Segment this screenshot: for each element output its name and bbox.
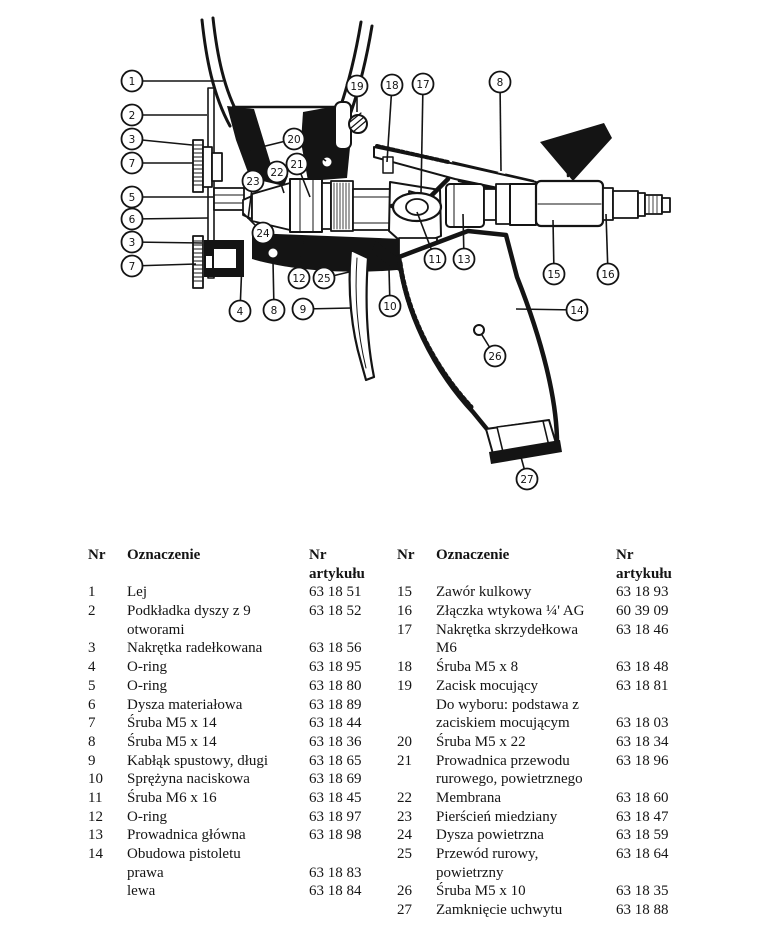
part-name: Prowadnica główna — [127, 827, 246, 844]
article-number: 63 18 83 — [309, 864, 362, 881]
article-number: 63 18 46 — [616, 621, 669, 638]
article-number: 63 18 34 — [616, 733, 669, 750]
table-row — [88, 658, 388, 677]
article-number: 63 18 96 — [616, 752, 669, 769]
table-row — [88, 677, 388, 696]
part-name: Pierścień miedziany — [436, 808, 558, 825]
callout-number: 8 — [496, 76, 504, 89]
table-row — [88, 602, 388, 621]
part-name: Zacisk mocujący — [436, 677, 539, 694]
part-name: Membrana — [436, 789, 501, 806]
part-name: Przewód rurowy, — [436, 846, 539, 862]
table-row — [397, 808, 697, 827]
part-number: 12 — [88, 808, 103, 825]
callout-number: 13 — [457, 253, 471, 266]
leader-line — [500, 82, 501, 171]
part-number: 14 — [88, 846, 103, 862]
header-art-2: artykułu — [309, 565, 365, 582]
part-name: Śruba M5 x 22 — [436, 733, 526, 750]
table-header — [88, 565, 388, 584]
callout-3 — [122, 232, 203, 253]
part-number: 3 — [88, 640, 96, 657]
table-row — [397, 882, 697, 901]
article-number: 63 18 60 — [616, 789, 669, 806]
part-name: Obudowa pistoletu — [127, 846, 241, 862]
header-art: Nr — [616, 547, 634, 563]
callout-number: 12 — [292, 272, 306, 285]
callout-6 — [122, 209, 209, 230]
header-name: Oznaczenie — [436, 547, 510, 563]
table-row — [397, 658, 697, 677]
part-number: 17 — [397, 621, 412, 638]
part-name: Nakrętka skrzydełkowa — [436, 621, 579, 638]
callout-number: 17 — [416, 78, 430, 91]
header-nr: Nr — [88, 547, 106, 563]
part-number: 23 — [397, 808, 412, 825]
article-number: 63 18 44 — [309, 715, 362, 732]
screw-hole — [269, 249, 278, 258]
table-row — [88, 789, 388, 808]
part-name: prawa — [127, 864, 164, 881]
table-row — [397, 583, 697, 602]
table-row — [88, 826, 388, 845]
needle-shaft — [214, 188, 244, 210]
leader-line — [421, 84, 423, 194]
part-name: Zamknięcie uchwytu — [436, 902, 563, 919]
leader-line — [132, 218, 208, 219]
part-number: 19 — [397, 677, 412, 694]
table-row — [88, 864, 388, 883]
article-number: 63 18 48 — [616, 659, 669, 676]
callout-7 — [122, 256, 197, 277]
part-number: 20 — [397, 733, 412, 750]
callout-number: 10 — [383, 300, 397, 313]
article-number: 63 18 81 — [616, 677, 669, 694]
table-row — [397, 714, 697, 733]
article-number: 63 18 56 — [309, 640, 362, 657]
article-number: 63 18 03 — [616, 715, 669, 732]
table-header — [397, 546, 697, 565]
part-name: Śruba M5 x 14 — [127, 715, 217, 732]
article-number: 63 18 64 — [616, 846, 669, 862]
part-name: Podkładka dyszy z 9 — [127, 603, 251, 620]
table-row — [397, 789, 697, 808]
part-name: Dysza powietrzna — [436, 827, 544, 844]
callout-number: 15 — [547, 268, 561, 281]
callout-number: 14 — [570, 304, 584, 317]
part-number: 15 — [397, 584, 412, 601]
part-number: 1 — [88, 584, 96, 601]
article-number: 63 18 93 — [616, 584, 669, 601]
part-number: 24 — [397, 827, 412, 844]
table-row — [397, 901, 697, 920]
part-number: 5 — [88, 677, 96, 694]
article-number: 63 18 84 — [309, 883, 362, 900]
article-number: 63 18 69 — [309, 771, 362, 788]
part-number: 26 — [397, 883, 412, 900]
mounting-clamp — [335, 102, 367, 149]
knurled-nut-upper — [193, 140, 222, 192]
part-name: Do wyboru: podstawa z — [436, 696, 579, 713]
callout-number: 26 — [488, 350, 502, 363]
callout-number: 11 — [428, 253, 442, 266]
screw-hole — [232, 148, 240, 156]
part-number: 13 — [88, 827, 103, 844]
article-number: 63 18 45 — [309, 789, 362, 806]
part-name: zaciskiem mocującym — [436, 715, 570, 732]
part-name: Prowadnica przewodu — [436, 752, 570, 769]
callout-2 — [122, 105, 208, 126]
table-row — [88, 770, 388, 789]
part-name: Kabłąk spustowy, długi — [127, 752, 269, 769]
parts-table-right — [397, 546, 697, 920]
article-number: 63 18 35 — [616, 883, 669, 900]
pistol-grip — [399, 231, 562, 464]
callout-number: 24 — [256, 227, 270, 240]
callout-number: 2 — [128, 109, 136, 122]
table-row — [88, 845, 388, 864]
table-row — [88, 752, 388, 771]
callout-number: 3 — [128, 236, 136, 249]
callout-7 — [122, 153, 194, 174]
callout-number: 25 — [317, 272, 331, 285]
callout-number: 6 — [128, 213, 136, 226]
part-number: 16 — [397, 603, 412, 620]
part-name: rurowego, powietrznego — [436, 771, 583, 788]
table-row — [397, 845, 697, 864]
callout-15 — [544, 220, 565, 285]
callout-number: 8 — [270, 304, 278, 317]
callout-number: 21 — [290, 158, 304, 171]
callout-number: 27 — [520, 473, 534, 486]
table-row — [88, 583, 388, 602]
callout-number: 16 — [601, 268, 615, 281]
header-name: Oznaczenie — [127, 547, 201, 563]
table-row — [397, 770, 697, 789]
callout-number: 4 — [236, 305, 244, 318]
table-row — [397, 621, 697, 640]
part-number: 2 — [88, 603, 96, 620]
knurled-nut-lower — [193, 236, 244, 288]
part-number: 9 — [88, 752, 96, 769]
part-name: O-ring — [127, 808, 167, 825]
part-name: Zawór kulkowy — [436, 584, 532, 601]
table-header — [88, 546, 388, 565]
callout-number: 7 — [128, 260, 136, 273]
table-row — [397, 677, 697, 696]
article-number: 63 18 97 — [309, 808, 362, 825]
callout-number: 20 — [287, 133, 301, 146]
table-row — [88, 714, 388, 733]
part-name: Śruba M6 x 16 — [127, 789, 217, 806]
part-name: O-ring — [127, 659, 167, 676]
callout-number: 5 — [128, 191, 136, 204]
callout-9 — [293, 299, 353, 320]
callout-8 — [264, 261, 285, 321]
callout-10 — [380, 269, 401, 317]
part-name: Śruba M5 x 14 — [127, 733, 217, 750]
callout-8 — [490, 72, 511, 172]
part-number: 7 — [88, 715, 96, 732]
callout-number: 1 — [128, 75, 136, 88]
table-row — [88, 808, 388, 827]
part-number: 11 — [88, 789, 103, 806]
part-number: 8 — [88, 733, 96, 750]
article-number: 60 39 09 — [616, 603, 669, 620]
part-number: 27 — [397, 902, 412, 919]
callout-number: 19 — [350, 80, 364, 93]
callout-number: 23 — [246, 175, 260, 188]
part-name: Śruba M5 x 10 — [436, 883, 526, 900]
table-row — [397, 639, 697, 658]
part-number: 10 — [88, 771, 103, 788]
article-number: 63 18 89 — [309, 696, 362, 713]
callout-number: 7 — [128, 157, 136, 170]
part-name: Lej — [127, 584, 147, 601]
table-row — [88, 733, 388, 752]
part-name: O-ring — [127, 677, 167, 694]
callout-number: 9 — [299, 303, 307, 316]
article-number: 63 18 65 — [309, 752, 362, 769]
table-row — [88, 621, 388, 640]
table-row — [397, 752, 697, 771]
callout-number: 18 — [385, 79, 399, 92]
article-number: 63 18 59 — [616, 827, 669, 844]
article-number: 63 18 36 — [309, 733, 362, 750]
part-number: 18 — [397, 659, 412, 676]
table-header — [397, 565, 697, 584]
part-name: Dysza materiałowa — [127, 696, 243, 713]
callout-3 — [122, 129, 193, 150]
article-number: 63 18 95 — [309, 659, 362, 676]
part-name: Śruba M5 x 8 — [436, 659, 519, 676]
table-row — [397, 864, 697, 883]
table-row — [88, 882, 388, 901]
callout-27 — [517, 457, 538, 490]
header-nr: Nr — [397, 547, 415, 563]
part-name: Złączka wtykowa ¼' AG — [436, 603, 585, 620]
part-number: 4 — [88, 659, 96, 676]
part-name: powietrzny — [436, 864, 504, 881]
article-number: 63 18 98 — [309, 827, 362, 844]
header-art-2: artykułu — [616, 565, 672, 582]
part-number: 21 — [397, 752, 412, 769]
callout-17 — [413, 74, 434, 195]
table-row — [88, 639, 388, 658]
part-name: Sprężyna naciskowa — [127, 771, 250, 788]
callout-number: 22 — [270, 166, 284, 179]
table-row — [397, 826, 697, 845]
article-number: 63 18 47 — [616, 808, 669, 825]
table-row — [397, 602, 697, 621]
part-name: Nakrętka radełkowana — [127, 640, 263, 657]
header-art: Nr — [309, 547, 327, 563]
callout-number: 3 — [128, 133, 136, 146]
part-number: 6 — [88, 696, 96, 713]
part-name: M6 — [436, 640, 457, 657]
part-number: 25 — [397, 846, 412, 862]
table-row — [397, 733, 697, 752]
part-name: lewa — [127, 883, 156, 900]
article-number: 63 18 88 — [616, 902, 669, 919]
article-number: 63 18 52 — [309, 603, 362, 620]
table-row — [88, 696, 388, 715]
part-number: 22 — [397, 789, 412, 806]
article-number: 63 18 51 — [309, 584, 362, 601]
article-number: 63 18 80 — [309, 677, 362, 694]
table-row — [397, 696, 697, 715]
part-name: otworami — [127, 621, 185, 638]
parts-table-left — [88, 546, 388, 901]
